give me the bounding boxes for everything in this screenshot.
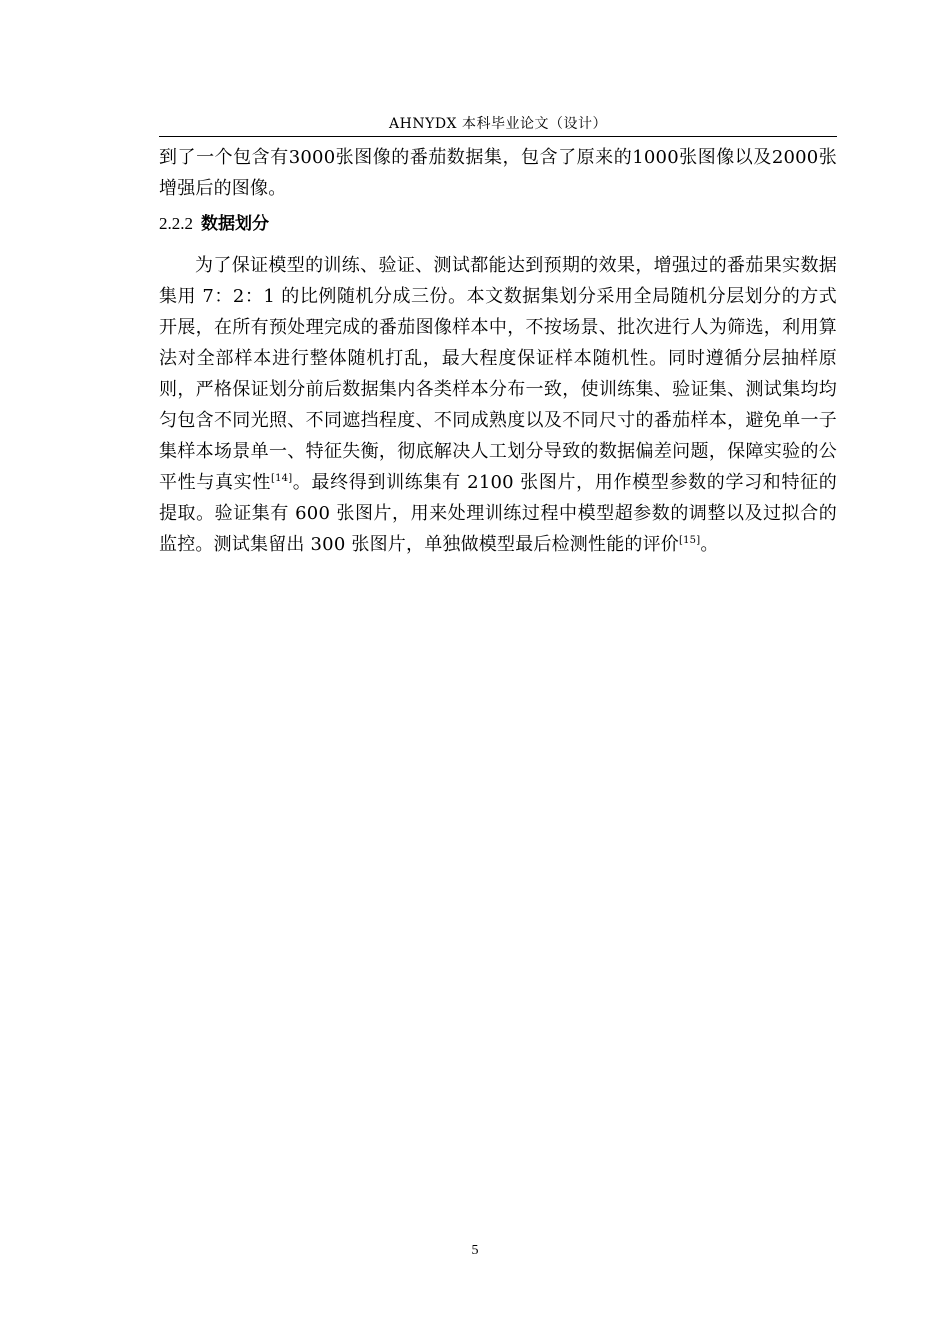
paragraph-data-split bbox=[159, 250, 837, 560]
citation-14: [14] bbox=[271, 473, 293, 484]
paragraph-text-3: 。 bbox=[700, 534, 719, 555]
paragraph-continuation: 到了一个包含有3000张图像的番茄数据集，包含了原来的1000张图像以及2000张增强后的图像。 bbox=[159, 147, 837, 199]
header-rule bbox=[159, 136, 837, 137]
paragraph-text-2: 。最终得到训练集有 2100 张图片，用作模型参数的学习和特征的提取。验证集有 600 张图片，用来处理训练过程中模型超参数的调整以及过拟合的监控。测试集留出 300 张图片，单独做模型最后检测性能的评价 bbox=[159, 472, 837, 555]
section-number: 2.2.2 bbox=[159, 214, 193, 233]
section-heading bbox=[159, 210, 837, 238]
citation-15: [15] bbox=[679, 535, 701, 546]
page-number: 5 bbox=[471, 1243, 479, 1258]
section-title: 数据划分 bbox=[201, 214, 269, 234]
paragraph-text-1: 为了保证模型的训练、验证、测试都能达到预期的效果，增强过的番茄果实数据集用 7：2：1 的比例随机分成三份。本文数据集划分采用全局随机分层划分的方式开展，在所有预处理完成的番茄图像样本中，不按场景、批次进行人为筛选，利用算法对全部样本进行整体随机打乱，最大程度保证样本随机性。同时遵循分层抽样原则，严格保证划分前后数据集内各类样本分布一致，使训练集、验证集、测试集均均匀包含不同光照、不同遮挡程度、不同成熟度以及不同尺寸的番茄样本，避免单一子集样本场景单一、特征失衡，彻底解决人工划分导致的数据偏差问题，保障实验的公平性与真实性 bbox=[159, 255, 837, 493]
running-header: AHNYDX 本科毕业论文（设计） bbox=[389, 116, 607, 132]
